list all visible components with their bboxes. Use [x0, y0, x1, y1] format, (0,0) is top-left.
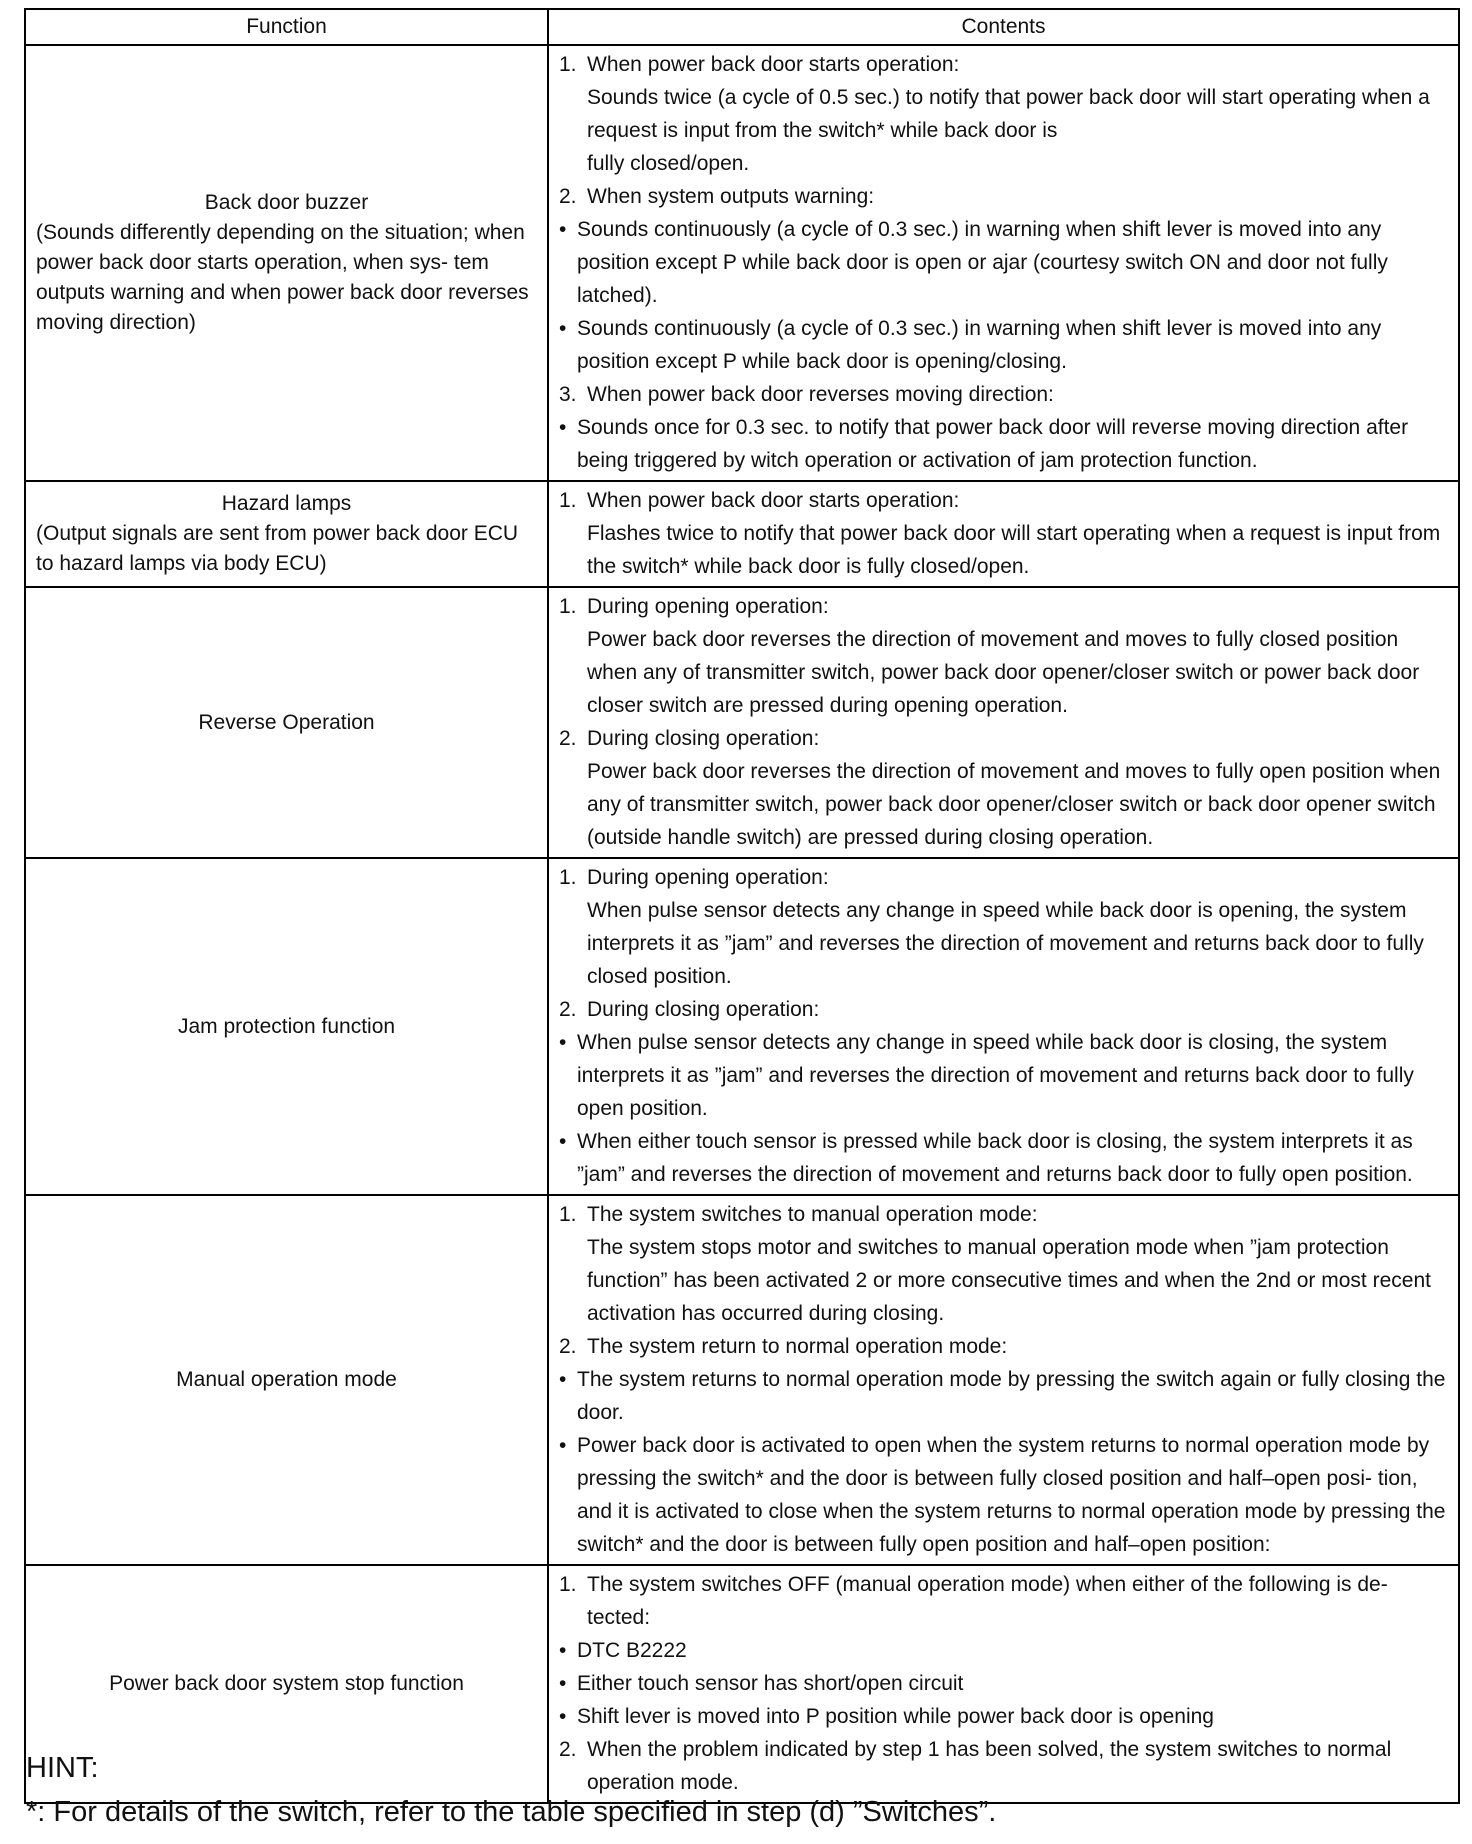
bullet-marker: •: [559, 1672, 567, 1695]
item-text: Sounds continuously (a cycle of 0.3 sec.) in warning when shift lever is moved into any position except P while back door is open or ajar (courtesy switch ON and door not fully latched).: [577, 218, 1388, 307]
item-text: Either touch sensor has short/open circuit: [577, 1672, 964, 1695]
item-text: When the problem indicated by step 1 has been solved, the system switches to normal operation mode.: [587, 1738, 1392, 1794]
numbered-item: [559, 1568, 1448, 1634]
function-cell: [25, 45, 548, 481]
bullet-item: [559, 1429, 1448, 1561]
numbered-item: [559, 48, 1448, 81]
function-name: Jam protection function: [177, 1014, 396, 1038]
table-header-row: [25, 9, 1459, 45]
table-row: [25, 858, 1459, 1195]
bullet-item: [559, 213, 1448, 312]
bullet-item: [559, 1363, 1448, 1429]
bullet-marker: •: [559, 1368, 567, 1391]
bullet-marker: •: [559, 218, 567, 241]
item-number: 2.: [559, 727, 577, 750]
item-number: 2.: [559, 1335, 577, 1358]
numbered-item: [559, 180, 1448, 213]
header-function: Function: [25, 9, 548, 45]
item-text: DTC B2222: [577, 1639, 687, 1662]
item-text: The system switches OFF (manual operation mode) when either of the following is de- tected:: [587, 1573, 1388, 1629]
item-detail-text: When pulse sensor detects any change in speed while back door is opening, the system interprets it as ”jam” and reverses the direction of movement and returns back door to fully closed position.: [587, 899, 1424, 988]
item-text: The system returns to normal operation mode by pressing the switch again or fully closing the door.: [577, 1368, 1446, 1424]
item-text: When power back door reverses moving direction:: [587, 383, 1054, 406]
numbered-item: [559, 484, 1448, 517]
numbered-item: [559, 722, 1448, 755]
item-text: During opening operation:: [587, 866, 829, 889]
contents-cell: [548, 858, 1459, 1195]
item-number: 3.: [559, 383, 577, 406]
item-number: 1.: [559, 595, 577, 618]
item-number: 2.: [559, 185, 577, 208]
item-number: 1.: [559, 866, 577, 889]
hint-label: HINT:: [26, 1752, 99, 1784]
item-number: 2.: [559, 998, 577, 1021]
function-name: Manual operation mode: [176, 1368, 397, 1391]
function-cell: [25, 1565, 548, 1803]
numbered-item: [559, 378, 1448, 411]
table-row: [25, 1565, 1459, 1803]
table-body: [25, 45, 1459, 1803]
contents-cell: [548, 1195, 1459, 1565]
bullet-marker: •: [559, 1130, 567, 1153]
item-detail-text: Power back door reverses the direction of movement and moves to fully closed position when any of transmitter switch, power back door opener/closer switch or power back door closer switch are pressed during opening operation.: [587, 628, 1420, 717]
bullet-marker: •: [559, 1031, 567, 1054]
table-row: [25, 481, 1459, 587]
function-name: Back door buzzer: [204, 191, 369, 214]
function-description: (Output signals are sent from power back door ECU to hazard lamps via body ECU): [36, 522, 519, 575]
bullet-item: [559, 1125, 1448, 1191]
item-number: 1.: [559, 489, 577, 512]
hint-text: *: For details of the switch, refer to the table specified in step (d) ”Switches”.: [26, 1796, 997, 1828]
item-number: 2.: [559, 1738, 577, 1761]
bullet-marker: •: [559, 1705, 567, 1728]
numbered-item: [559, 1198, 1448, 1231]
item-text: Power back door is activated to open when the system returns to normal operation mode by pressing the switch* and the door is between fully closed position and half–open posi- tion, and it is activated to close when the system returns to normal operation mode by pressing the switch* and the door is between fully open position and half–open position:: [577, 1434, 1446, 1556]
bullet-marker: •: [559, 1434, 567, 1457]
contents-cell: [548, 481, 1459, 587]
item-number: 1.: [559, 53, 577, 76]
numbered-item: [559, 1330, 1448, 1363]
header-contents: Contents: [548, 9, 1459, 45]
function-cell: [25, 587, 548, 858]
item-text: During closing operation:: [587, 727, 820, 750]
item-text: When either touch sensor is pressed while back door is closing, the system interprets it as ”jam” and reverses the direction of movement and returns back door to fully open position.: [577, 1130, 1413, 1186]
item-text: During opening operation:: [587, 595, 829, 618]
item-text: The system return to normal operation mode:: [587, 1335, 1008, 1358]
function-cell: [25, 858, 548, 1195]
item-number: 1.: [559, 1573, 577, 1596]
bullet-marker: •: [559, 416, 567, 439]
numbered-item: [559, 590, 1448, 623]
item-text: During closing operation:: [587, 998, 820, 1021]
item-detail-text: Sounds twice (a cycle of 0.5 sec.) to notify that power back door will start operating when a request is input from the switch* while back door is: [587, 86, 1430, 142]
contents-cell: [548, 45, 1459, 481]
function-name: Hazard lamps: [221, 492, 352, 515]
function-cell: [25, 481, 548, 587]
bullet-item: [559, 312, 1448, 378]
numbered-item: [559, 993, 1448, 1026]
table-row: [25, 1195, 1459, 1565]
item-detail-text: Power back door reverses the direction of movement and moves to fully open position when any of transmitter switch, power back door opener/closer switch or back door opener switch (outside handle switch) are pressed during closing operation.: [587, 760, 1441, 849]
item-detail-text: fully closed/open.: [587, 152, 750, 175]
function-description: (Sounds differently depending on the situation; when power back door starts operation, when sys- tem outputs warning and when power back door reverses moving direction): [36, 221, 529, 334]
bullet-item: [559, 1667, 1448, 1700]
item-text: The system switches to manual operation mode:: [587, 1203, 1038, 1226]
function-name: Power back door system stop function: [109, 1672, 464, 1695]
function-name: Reverse Operation: [198, 710, 375, 734]
bullet-marker: •: [559, 1639, 567, 1662]
bullet-item: [559, 1634, 1448, 1667]
bullet-item: [559, 1026, 1448, 1125]
item-number: 1.: [559, 1203, 577, 1226]
item-detail-text: The system stops motor and switches to manual operation mode when ”jam protection function” has been activated 2 or more consecutive times and when the 2nd or most recent activation has occurred during closing.: [587, 1236, 1431, 1325]
item-text: When power back door starts operation:: [587, 53, 960, 76]
table-row: [25, 45, 1459, 481]
item-text: Sounds once for 0.3 sec. to notify that power back door will reverse moving direction after being triggered by witch operation or activation of jam protection function.: [577, 416, 1409, 472]
bullet-item: [559, 1700, 1448, 1733]
function-cell: [25, 1195, 548, 1565]
item-text: When power back door starts operation:: [587, 489, 960, 512]
table-row: [25, 587, 1459, 858]
contents-cell: [548, 587, 1459, 858]
function-contents-table: [24, 8, 1460, 1804]
numbered-item: [559, 861, 1448, 894]
item-text: When pulse sensor detects any change in speed while back door is closing, the system interprets it as ”jam” and reverses the direction of movement and returns back door to fully open position.: [577, 1031, 1414, 1120]
bullet-marker: •: [559, 317, 567, 340]
numbered-item: [559, 1733, 1448, 1799]
contents-cell: [548, 1565, 1459, 1803]
item-text: When system outputs warning:: [587, 185, 875, 208]
item-detail-text: Flashes twice to notify that power back door will start operating when a request is input from the switch* while back door is fully closed/open.: [587, 522, 1441, 578]
item-text: Sounds continuously (a cycle of 0.3 sec.) in warning when shift lever is moved into any position except P while back door is opening/closing.: [577, 317, 1382, 373]
bullet-item: [559, 411, 1448, 477]
item-text: Shift lever is moved into P position while power back door is opening: [577, 1705, 1214, 1728]
